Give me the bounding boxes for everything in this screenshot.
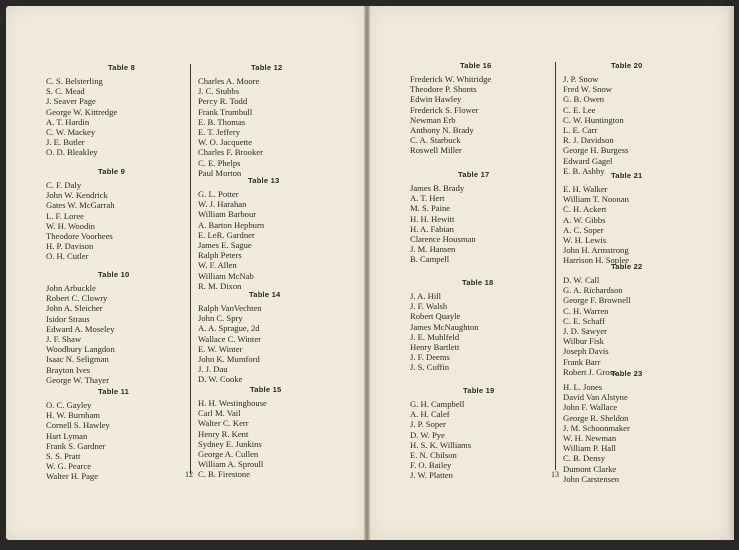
guest-name: W. F. Allen [198,260,237,271]
guest-name: J. W. Platten [410,470,453,481]
guest-name: C. F. Daly [46,180,82,190]
guest-name: E. B. Thomas [198,116,246,127]
guest-name: C. W. Huntington [563,114,624,125]
table-title: Table 14 [249,290,281,299]
guest-name: Charles F. Brooker [198,147,263,158]
guest-name: D. W. Cooke [198,374,243,385]
guest-name: Edward A. Moseley [46,323,115,334]
table-title: Table 18 [462,278,494,287]
guest-name: Wallace C. Winter [198,333,261,344]
table-20-block [563,61,642,176]
guest-name: A. T. Hardin [46,116,90,127]
guest-name: Joseph Davis [563,346,609,357]
guest-name: C. H. Warren [563,305,609,316]
guest-name: J. S. Coffin [410,362,449,373]
guest-name: Theodore P. Shonts [410,84,477,95]
guest-name: W. J. Harahan [198,199,247,210]
table-9-block [46,167,125,262]
guest-name: G. H. Campbell [410,399,465,409]
table-title: Table 13 [248,176,280,185]
guest-name: Robert C. Clowry [46,293,108,304]
guest-name: John K. Mumford [198,354,260,365]
table-title: Table 10 [98,270,130,279]
guest-name: H. P. Davison [46,241,94,252]
guest-name: Wilbur Fisk [563,336,604,347]
guest-name: John Arbuckle [46,283,96,293]
guest-name: John C. Spry [198,313,243,324]
guest-name: C. W. Mackey [46,127,96,138]
guest-name: J. J. Dau [198,364,228,375]
guest-name: D. W. Call [563,275,600,285]
guest-name: R. J. Davidson [563,135,614,146]
guest-name: George W. Thayer [46,374,109,385]
guest-name: O. H. Cutler [46,251,89,262]
guest-name: J. P. Soper [410,419,446,430]
guest-name: William P. Hall [563,443,616,454]
table-17-block [410,170,489,265]
guest-name: G. A. Richardson [563,285,623,296]
guest-name: O. D. Bleakley [46,147,98,158]
guest-name: M. S. Paine [410,203,451,214]
table-title: Table 17 [458,170,490,179]
guest-name: Theodore Voorhees [46,231,113,242]
guest-name: Anthony N. Brady [410,125,474,136]
guest-name: E. LeR. Gardner [198,229,255,240]
guest-name: George W. Kittredge [46,106,118,117]
guest-name: A. W. Gibbs [563,214,606,225]
table-19-block [410,386,494,481]
guest-name: H. L. Jones [563,382,603,392]
guest-name: James E. Sague [198,240,252,251]
guest-name: William McNab [198,270,254,281]
table-11-block [46,387,129,482]
guest-name: George A. Cullen [198,449,259,460]
guest-name: A. A. Sprague, 2d [198,323,260,334]
left-page-number: 12 [185,470,193,479]
guest-name: J. C. Stubbs [198,86,240,97]
left-page-column-rule [190,64,191,474]
guest-name: W. H. Lewis [563,235,607,246]
guest-name: R. M. Dixon [198,280,242,291]
guest-name: George R. Sheldon [563,412,629,423]
guest-name: Gates W. McGarrah [46,200,115,211]
table-16-block [410,61,491,156]
table-8-block [46,63,135,158]
guest-name: J. A. Hill [410,291,442,301]
guest-name: William A. Sproull [198,459,264,470]
guest-name: Frank Barr [563,356,601,367]
guest-name: Henry R. Kent [198,428,249,439]
guest-name: H. W. Burnham [46,410,100,421]
right-page-column-rule [555,62,556,470]
guest-name: J. Seaver Page [46,96,96,107]
table-title: Table 16 [460,61,492,70]
guest-name: George H. Burgess [563,145,629,156]
guest-name: J. D. Sawyer [563,326,607,337]
guest-name: O. C. Gayley [46,400,92,410]
table-18-block [410,278,493,373]
guest-name: J. M. Schoonmaker [563,422,630,433]
guest-name: Edward Gagel [563,155,613,166]
guest-name: Woodbury Langdon [46,344,115,355]
right-page-number: 13 [551,470,559,479]
table-title: Table 23 [611,369,643,378]
guest-name: W. H. Woodin [46,220,95,231]
guest-name: H. H. Westinghouse [198,398,267,408]
guest-name: C. A. Starbuck [410,135,461,146]
guest-name: Henry Bartlett [410,342,460,353]
guest-name: Isaac N. Seligman [46,354,109,365]
guest-name: J. E. Muhlfeld [410,331,460,342]
guest-name: E. B. Ashby [563,165,605,176]
guest-name: George F. Brownell [563,295,631,306]
guest-name: C. S. Belsterling [46,76,103,86]
guest-name: Isidor Straus [46,313,90,324]
guest-name: Walter C. Kerr [198,418,249,429]
table-title: Table 15 [250,385,282,394]
guest-name: James B. Brady [410,183,465,193]
guest-name: John A. Sleicher [46,303,103,314]
guest-name: D. W. Pye [410,429,445,440]
table-22-block [563,262,642,377]
guest-name: Carl M. Vail [198,408,241,419]
table-14-block [198,290,280,385]
guest-name: John Carstensen [563,473,620,484]
guest-name: James McNaughton [410,321,479,332]
guest-name: W. O. Jacquette [198,137,253,148]
table-10-block [46,270,129,385]
guest-name: C. H. Ackert [563,204,607,215]
guest-name: H. H. Hewitt [410,213,455,224]
guest-name: Sydney E. Junkins [198,438,262,449]
guest-name: A. T. Hert [410,193,445,204]
guest-name: A. Barton Hepburn [198,219,265,230]
table-title: Table 21 [611,171,643,180]
guest-name: Clarence Housman [410,234,476,245]
guest-name: S. C. Mead [46,86,85,97]
table-title: Table 9 [98,167,126,176]
guest-name: H. S. K. Williams [410,439,472,450]
guest-name: C. E. Schaff [563,315,605,326]
guest-name: John H. Armstrong [563,245,629,256]
guest-name: Fred W. Snow [563,84,612,95]
guest-name: Newman Erb [410,114,456,125]
guest-name: A. H. Calef [410,409,450,420]
guest-name: Dumont Clarke [563,463,617,474]
guest-name: E. W. Winter [198,343,243,354]
table-title: Table 11 [98,387,130,396]
guest-name: David Van Alstyne [563,392,628,403]
guest-name: Ralph VanVechten [198,303,262,313]
guest-name: L. E. Carr [563,125,598,136]
guest-name: Brayton Ives [46,364,91,375]
guest-name: E. T. Jeffery [198,127,240,138]
guest-name: G. B. Owen [563,94,605,105]
guest-name: Charles A. Moore [198,76,260,86]
guest-name: Frederick S. Flower [410,104,479,115]
table-title: Table 12 [251,63,283,72]
guest-name: J. E. Butler [46,137,85,148]
table-title: Table 8 [108,63,136,72]
guest-name: E. H. Walker [563,184,608,194]
table-13-block [198,176,279,291]
guest-name: F. O. Bailey [410,460,452,471]
table-15-block [198,385,281,480]
guest-name: J. P. Snow [563,74,599,84]
guest-name: J. F. Deems [410,352,450,363]
right-page-edge [728,6,734,540]
guest-name: J. M. Hansen [410,244,456,255]
guest-name: William Barbour [198,209,257,220]
table-23-block [563,366,643,484]
guest-name: Cornell S. Hawley [46,420,110,431]
guest-name: B. Campell [410,254,450,265]
guest-name: Frank Trumbull [198,106,253,117]
book-gutter [364,6,370,540]
guest-name: John W. Kendrick [46,190,108,201]
guest-name: Frank S. Gardner [46,440,106,451]
guest-name: Ralph Peters [198,250,242,261]
guest-name: C. E. Phelps [198,157,241,168]
guest-name: G. L. Potter [198,189,239,199]
guest-name: C. E. Lee [563,104,596,115]
guest-name: Walter H. Page [46,471,99,482]
guest-name: J. F. Walsh [410,301,448,312]
table-title: Table 22 [611,262,643,271]
guest-name: Robert Quayle [410,311,461,322]
guest-name: A. C. Soper [563,224,604,235]
guest-name: Paul Morton [198,167,242,178]
guest-name: H. A. Fabian [410,223,454,234]
guest-name: Percy R. Todd [198,96,248,107]
guest-name: J. F. Shaw [46,334,82,345]
guest-name: Roswell Miller [410,145,462,156]
guest-name: Frederick W. Whitridge [410,74,492,84]
table-title: Table 20 [611,61,643,70]
guest-name: L. F. Loree [46,210,84,221]
table-12-block [198,63,282,178]
guest-name: C. B. Densy [563,453,606,464]
guest-name: W. G. Pearce [46,461,92,472]
guest-name: Hart Lyman [46,430,88,441]
guest-name: C. B. Firestone [198,469,251,480]
guest-name: John F. Wallace [563,402,618,413]
guest-name: S. S. Pratt [46,451,81,462]
table-title: Table 19 [463,386,495,395]
guest-name: Robert J. Gross [563,366,617,377]
table-21-block [563,171,642,266]
guest-name: William T. Noonan [563,194,629,205]
guest-name: Edwin Hawley [410,94,462,105]
guest-name: E. N. Chilson [410,450,457,461]
guest-name: W. H. Newman [563,433,617,444]
guest-name: Harrison H. Soplee [563,255,630,266]
